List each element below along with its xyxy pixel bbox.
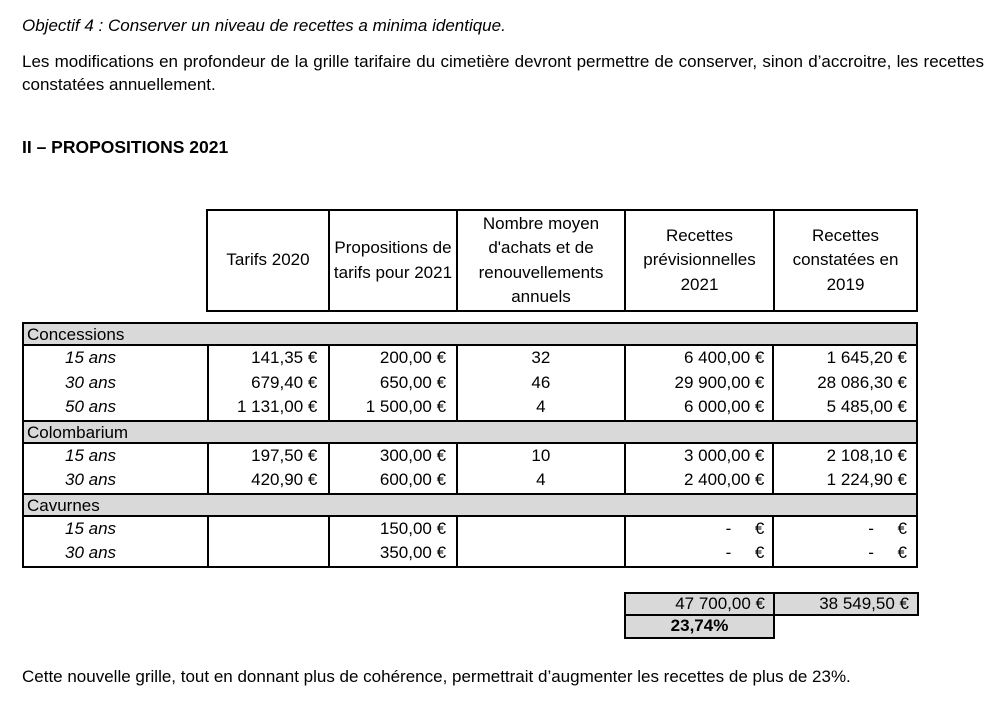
cell-tarif-2021: 1 500,00 € [365, 397, 447, 416]
column-recettes-constatees [774, 346, 916, 420]
cell-tarif-2021: 350,00 € [379, 543, 447, 562]
table-header [206, 209, 918, 312]
cell-tarif-2021: 300,00 € [379, 445, 447, 465]
cell-recettes-previsionnelles: 29 900,00 € [674, 372, 765, 392]
conclusion-paragraph: Cette nouvelle grille, tout en donnant plus de cohérence, permettrait d’augmenter les recettes de plus de 23%. [22, 667, 851, 686]
header-nombre-moyen: Nombre moyen d'achats et de renouvellements annuels [458, 211, 626, 310]
cell-recettes-constatees: - € [868, 543, 908, 562]
group-body [24, 444, 916, 495]
cell-recettes-constatees: 1 224,90 € [826, 470, 908, 489]
column-nombre-moyen [458, 346, 626, 420]
column-recettes-constatees [774, 444, 916, 493]
cell-nombre-moyen [458, 517, 624, 542]
cell-nombre-moyen [458, 541, 624, 566]
column-tarif-2021 [330, 346, 458, 420]
group-body [24, 346, 916, 422]
column-nombre-moyen [458, 517, 626, 566]
cell-row-label: 15 ans [65, 348, 117, 367]
increase-percentage: 23,74% [624, 616, 775, 639]
cell-row-label: 50 ans [65, 397, 117, 416]
cell-recettes-constatees: 2 108,10 € [826, 445, 908, 465]
group-header: Concessions [24, 324, 916, 346]
header-recettes-previsionnelles: Recettes prévisionnelles 2021 [626, 211, 775, 310]
cell-row-label: 15 ans [65, 445, 117, 465]
cell-nombre-moyen: 32 [531, 348, 551, 367]
cell-recettes-previsionnelles: 2 400,00 € [683, 470, 765, 489]
tariff-table [22, 322, 918, 568]
cell-recettes-previsionnelles: 6 000,00 € [683, 397, 765, 416]
section-title: II – PROPOSITIONS 2021 [22, 137, 229, 157]
column-tarif-2020 [209, 517, 331, 566]
group-header: Cavurnes [24, 495, 916, 517]
cell-recettes-constatees: 5 485,00 € [826, 397, 908, 416]
column-tarif-2020 [209, 444, 331, 493]
cell-recettes-previsionnelles: - € [725, 543, 765, 562]
column-row-label [24, 517, 209, 566]
cell-tarif-2020: 141,35 € [251, 348, 318, 367]
cell-tarif-2020: 197,50 € [251, 445, 318, 465]
group-header: Colombarium [24, 422, 916, 444]
cell-row-label: 30 ans [65, 543, 117, 562]
cell-recettes-constatees: 1 645,20 € [826, 348, 908, 367]
group-body [24, 517, 916, 566]
column-recettes-previsionnelles [626, 517, 775, 566]
cell-tarif-2021: 150,00 € [379, 518, 447, 538]
total-recettes-constatees: 38 549,50 € [775, 592, 919, 616]
cell-nombre-moyen: 4 [536, 470, 546, 489]
cell-tarif-2020: 679,40 € [251, 372, 318, 392]
column-tarif-2020 [209, 346, 331, 420]
cell-nombre-moyen: 10 [531, 445, 551, 465]
cell-tarif-2020 [209, 517, 329, 542]
cell-row-label: 15 ans [65, 518, 117, 538]
totals-block [624, 592, 919, 640]
cell-tarif-2021: 600,00 € [379, 470, 447, 489]
cell-recettes-previsionnelles: 6 400,00 € [683, 348, 765, 367]
intro-paragraph: Les modifications en profondeur de la grille tarifaire du cimetière devront permettre de conserver, sinon d’accroitre, les recettes constatées annuellement. [22, 52, 984, 94]
cell-row-label: 30 ans [65, 372, 117, 392]
column-recettes-constatees [774, 517, 916, 566]
cell-recettes-previsionnelles: - € [725, 518, 765, 538]
cell-recettes-constatees: - € [868, 518, 908, 538]
cell-nombre-moyen: 4 [536, 397, 546, 416]
cell-tarif-2021: 650,00 € [379, 372, 447, 392]
total-recettes-previsionnelles: 47 700,00 € [624, 592, 775, 616]
column-row-label [24, 444, 209, 493]
cell-tarif-2020: 420,90 € [251, 470, 318, 489]
objective-heading: Objectif 4 : Conserver un niveau de recettes a minima identique. [22, 16, 506, 35]
column-nombre-moyen [458, 444, 626, 493]
column-tarif-2021 [330, 517, 458, 566]
cell-recettes-previsionnelles: 3 000,00 € [683, 445, 765, 465]
column-recettes-previsionnelles [626, 444, 775, 493]
cell-tarif-2021: 200,00 € [379, 348, 447, 367]
header-tarifs-2020: Tarifs 2020 [208, 211, 330, 310]
cell-tarif-2020 [209, 541, 329, 566]
cell-row-label: 30 ans [65, 470, 117, 489]
cell-tarif-2020: 1 131,00 € [236, 397, 318, 416]
column-recettes-previsionnelles [626, 346, 775, 420]
cell-nombre-moyen: 46 [531, 372, 551, 392]
cell-recettes-constatees: 28 086,30 € [817, 372, 908, 392]
column-tarif-2021 [330, 444, 458, 493]
header-propositions-2021: Propositions de tarifs pour 2021 [330, 211, 458, 310]
column-row-label [24, 346, 209, 420]
header-recettes-constatees: Recettes constatées en 2019 [792, 225, 899, 294]
